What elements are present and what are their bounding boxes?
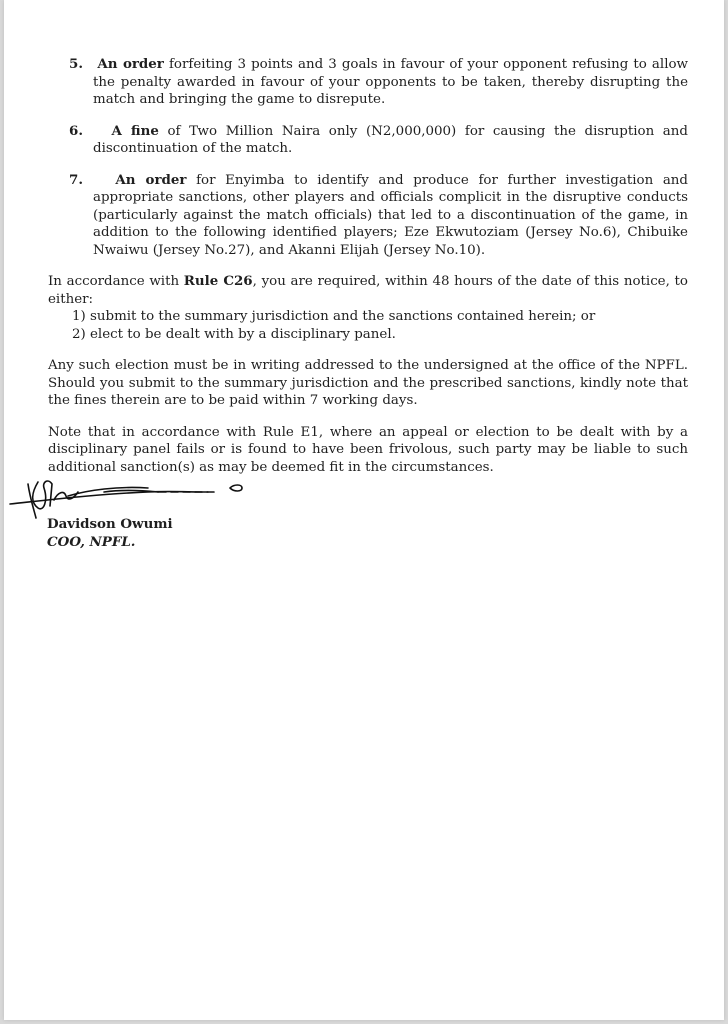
- letter-body: [48, 56, 688, 490]
- signer-name: Davidson Owumi: [47, 516, 173, 532]
- rule-text-before: In accordance with: [48, 274, 184, 289]
- sanction-text: forfeiting 3 points and 3 goals in favour of your opponent refusing to allow the penalty awarded in favour of your opponents to be taken, thereby disrupting the match and bringing the game to disrepute.: [93, 57, 689, 107]
- sanction-body: [77, 123, 688, 158]
- appeal-paragraph: Note that in accordance with Rule E1, where an appeal or election to be dealt with by a disciplinary panel fails or is found to have been frivolous, such party may be liable to such additional sanction(s) as may be deemed fit in the circumstances.: [48, 424, 688, 475]
- election-paragraph: Any such election must be in writing addressed to the undersigned at the office of the NPFL. Should you submit to the summary jurisdiction and the prescribed sanctions, kindly note that the fines therein are to be paid within 7 working days.: [48, 358, 688, 408]
- sanction-lead: An order: [115, 171, 187, 188]
- sanction-item-7: [48, 172, 688, 260]
- sanctions-list: [48, 56, 688, 259]
- sanction-lead: An order: [97, 56, 164, 72]
- document-page: [4, 0, 724, 1020]
- signer-title: COO, NPFL.: [47, 534, 136, 550]
- option-item: 1) submit to the summary jurisdiction and the sanctions contained herein; or: [72, 309, 596, 324]
- option-item: 2) elect to be dealt with by a disciplinary panel.: [72, 326, 396, 342]
- sanction-number: 6.: [69, 122, 83, 139]
- sanction-item-6: [48, 123, 688, 158]
- sanction-item-5: [48, 56, 688, 109]
- sanction-lead: A fine: [111, 122, 159, 139]
- sanction-text: for Enyimba to identify and produce for further investigation and appropriate sanctions, other players and officials complicit in the disruptive conducts (particularly against the match officials) that led to a discontinuation of the game, in addition to the following identified players; Eze Ekwutoziam (Jersey No.6), Chibuike Nwaiwu (Jersey No.27), and Akanni Elijah (Jersey No.10).: [93, 172, 688, 258]
- sanction-text: of Two Million Naira only (N2,000,000) for causing the disruption and discontinuation of the match.: [93, 123, 688, 156]
- sanction-body: [77, 56, 688, 109]
- sanction-number: 5.: [69, 56, 83, 72]
- sanction-number: 7.: [69, 171, 83, 188]
- rule-reference: Rule C26: [183, 273, 253, 289]
- rule-text-after: , you are required, within 48 hours of the date of this notice, to either:: [48, 274, 688, 307]
- sanction-body: [77, 172, 688, 260]
- rule-paragraph: [48, 273, 688, 308]
- options-list: [48, 308, 688, 343]
